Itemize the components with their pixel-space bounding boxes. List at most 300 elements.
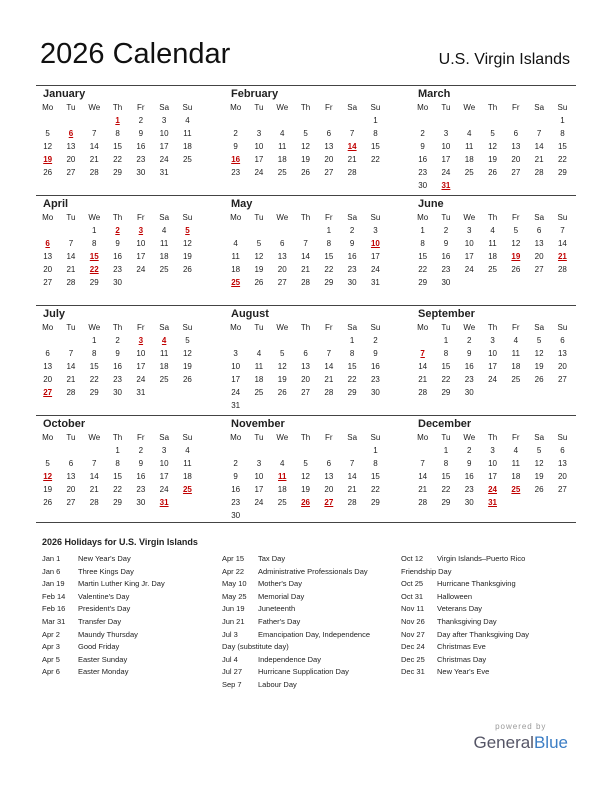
- holiday-name: Emancipation Day, Independence: [258, 629, 371, 639]
- day-cell: 27: [557, 485, 567, 494]
- holiday-date: May 25: [222, 591, 247, 601]
- day-cell: 28: [347, 498, 357, 507]
- weekday-header: Sa: [534, 323, 545, 332]
- weekday-header: Su: [182, 433, 193, 442]
- month-row-divider: [36, 415, 576, 416]
- weekday-header: Su: [182, 213, 193, 222]
- holiday-name: Day after Thanksgiving Day: [437, 629, 529, 639]
- empty-day-cell: [317, 114, 340, 127]
- day-cell: 20: [534, 252, 544, 261]
- holiday-date: Dec 24: [401, 642, 425, 652]
- day-cell: 2: [138, 446, 144, 455]
- day-cell: 9: [138, 459, 144, 468]
- weekday-header: Th: [112, 323, 123, 332]
- day-cell: 30: [347, 278, 357, 287]
- day-cell: 15: [370, 142, 380, 151]
- day-cell: 7: [303, 239, 308, 248]
- day-cell: 24: [159, 485, 169, 494]
- weekday-header: Mo: [230, 103, 242, 112]
- day-cell: 23: [418, 168, 428, 177]
- day-cell: 23: [113, 375, 122, 384]
- day-cell: 21: [66, 265, 76, 274]
- day-cell: 4: [467, 129, 472, 138]
- month-march: [411, 87, 575, 192]
- holiday-date: Apr 15: [222, 554, 245, 563]
- empty-day-cell: [317, 444, 340, 457]
- holiday-date: Jul 27: [222, 667, 243, 677]
- day-cell: 29: [113, 168, 122, 177]
- holiday-row: [401, 553, 581, 566]
- month-december: [411, 417, 575, 509]
- day-cell: 9: [443, 239, 449, 248]
- day-cell: 2: [467, 446, 472, 455]
- holiday-day-cell: 27: [324, 498, 334, 507]
- day-cell: 1: [326, 226, 332, 235]
- day-cell: 23: [231, 498, 241, 507]
- holiday-row: [222, 666, 402, 679]
- day-cell: 17: [231, 375, 241, 384]
- day-cell: 26: [488, 168, 497, 177]
- holiday-name: Good Friday: [78, 642, 120, 652]
- holiday-day-cell: 24: [488, 485, 497, 494]
- day-cell: 15: [441, 472, 451, 481]
- empty-day-cell: [247, 334, 270, 347]
- day-cell: 23: [464, 485, 474, 494]
- weekday-header: Mo: [417, 323, 429, 332]
- weekday-header: Tu: [66, 433, 76, 442]
- day-cell: 13: [66, 472, 76, 481]
- holiday-name: Tax Day: [258, 554, 286, 563]
- empty-day-cell: [527, 114, 550, 127]
- weekday-header: We: [276, 433, 289, 442]
- holiday-date: Jan 19: [42, 579, 65, 589]
- day-cell: 14: [534, 142, 544, 151]
- day-cell: 5: [45, 129, 50, 138]
- day-cell: 13: [43, 252, 53, 261]
- day-cell: 1: [373, 446, 378, 455]
- day-cell: 4: [256, 349, 262, 358]
- day-cell: 20: [277, 265, 287, 274]
- month-day-grid: [224, 431, 388, 522]
- day-cell: 17: [370, 252, 380, 261]
- day-cell: 5: [536, 446, 542, 455]
- weekday-header: Th: [487, 323, 498, 332]
- holiday-name: Easter Sunday: [78, 654, 128, 664]
- weekday-header: We: [88, 213, 101, 222]
- empty-day-cell: [458, 114, 481, 127]
- weekday-header: Fr: [325, 103, 333, 112]
- weekday-header: We: [463, 213, 476, 222]
- day-cell: 3: [256, 129, 262, 138]
- holiday-name: Martin Luther King Jr. Day: [78, 579, 165, 589]
- holiday-row: [401, 654, 581, 667]
- weekday-header: Th: [112, 213, 123, 222]
- holiday-name: Halloween: [437, 591, 473, 601]
- day-cell: 30: [370, 388, 380, 397]
- day-cell: 5: [513, 226, 519, 235]
- month-day-grid: [224, 321, 388, 412]
- day-cell: 15: [347, 362, 357, 371]
- day-cell: 8: [115, 459, 120, 468]
- weekday-header: We: [88, 323, 101, 332]
- weekday-header: Su: [557, 213, 568, 222]
- day-cell: 29: [347, 388, 357, 397]
- weekday-header: Mo: [230, 213, 242, 222]
- month-row-divider: [36, 305, 576, 306]
- day-cell: 18: [182, 142, 192, 151]
- day-cell: 14: [66, 362, 76, 371]
- holiday-day-cell: 14: [347, 142, 357, 151]
- month-name: November: [231, 418, 285, 430]
- holiday-day-cell: 6: [68, 129, 74, 138]
- holiday-name-continuation: Day (substitute day): [222, 642, 289, 652]
- empty-day-cell: [247, 224, 270, 237]
- empty-day-cell: [59, 444, 82, 457]
- weekday-header: Fr: [512, 103, 520, 112]
- holiday-date: Nov 26: [401, 616, 425, 626]
- day-cell: 12: [254, 252, 264, 261]
- month-november: [224, 417, 388, 522]
- holiday-row: [222, 654, 402, 667]
- day-cell: 18: [182, 472, 192, 481]
- day-cell: 9: [420, 142, 425, 151]
- day-cell: 11: [511, 459, 520, 468]
- day-cell: 19: [534, 472, 544, 481]
- month-april: [36, 197, 200, 289]
- day-cell: 16: [441, 252, 451, 261]
- day-cell: 8: [349, 349, 355, 358]
- holiday-row: [222, 603, 402, 616]
- holiday-date: Jan 6: [42, 566, 61, 576]
- empty-day-cell: [411, 334, 434, 347]
- day-cell: 16: [370, 362, 380, 371]
- holiday-day-cell: 5: [185, 226, 190, 235]
- day-cell: 20: [511, 155, 521, 164]
- holiday-day-cell: 16: [231, 155, 241, 164]
- day-cell: 30: [464, 388, 474, 397]
- day-cell: 18: [464, 155, 474, 164]
- day-cell: 4: [490, 226, 495, 235]
- day-cell: 14: [89, 142, 99, 151]
- holiday-column: [401, 553, 581, 679]
- empty-day-cell: [294, 224, 317, 237]
- day-cell: 16: [136, 472, 146, 481]
- day-cell: 12: [534, 459, 544, 468]
- day-cell: 22: [441, 375, 451, 384]
- weekday-header: Mo: [417, 213, 429, 222]
- holiday-day-cell: 1: [115, 116, 120, 125]
- day-cell: 28: [89, 168, 99, 177]
- day-cell: 15: [89, 362, 99, 371]
- day-cell: 14: [301, 252, 310, 261]
- day-cell: 10: [159, 129, 169, 138]
- holiday-row: [42, 654, 222, 667]
- day-cell: 20: [66, 155, 76, 164]
- day-cell: 1: [443, 446, 449, 455]
- holiday-date: Sep 7: [222, 679, 242, 689]
- holiday-name: Christmas Day: [437, 654, 487, 664]
- day-cell: 5: [303, 129, 308, 138]
- day-cell: 2: [349, 226, 355, 235]
- day-cell: 15: [324, 252, 334, 261]
- holiday-date: Jun 21: [222, 616, 245, 626]
- holiday-date: Apr 2: [42, 629, 60, 639]
- empty-day-cell: [271, 224, 294, 237]
- day-cell: 22: [89, 375, 99, 384]
- weekday-header: Fr: [137, 103, 145, 112]
- holiday-name: Veterans Day: [437, 604, 483, 614]
- holiday-day-cell: 4: [161, 336, 167, 345]
- holiday-date: Jul 4: [222, 654, 238, 664]
- day-cell: 16: [464, 472, 474, 481]
- holiday-day-cell: 7: [420, 349, 425, 358]
- weekday-header: Sa: [159, 323, 170, 332]
- day-cell: 6: [560, 336, 565, 345]
- holiday-date: Apr 22: [222, 566, 245, 576]
- day-cell: 23: [136, 485, 146, 494]
- weekday-header: Th: [300, 433, 311, 442]
- holiday-column: [222, 553, 402, 692]
- holiday-date: Dec 25: [401, 654, 425, 664]
- empty-day-cell: [59, 114, 82, 127]
- holiday-row: [42, 666, 222, 679]
- day-cell: 21: [347, 485, 357, 494]
- day-cell: 3: [467, 226, 472, 235]
- day-cell: 31: [136, 388, 146, 397]
- weekday-header: Su: [182, 323, 193, 332]
- day-cell: 27: [43, 278, 53, 287]
- day-cell: 19: [254, 265, 264, 274]
- month-day-grid: [224, 101, 388, 179]
- holiday-row: [401, 616, 581, 629]
- day-cell: 12: [534, 349, 544, 358]
- holiday-day-cell: 2: [115, 226, 120, 235]
- day-cell: 6: [326, 129, 332, 138]
- day-cell: 2: [233, 459, 238, 468]
- day-cell: 4: [233, 239, 238, 248]
- holiday-name: Valentine's Day: [78, 591, 130, 601]
- day-cell: 24: [159, 155, 169, 164]
- day-cell: 11: [183, 459, 192, 468]
- empty-day-cell: [247, 114, 270, 127]
- weekday-header: We: [88, 103, 101, 112]
- month-day-grid: [36, 431, 200, 509]
- weekday-header: Th: [300, 103, 311, 112]
- day-cell: 13: [277, 252, 287, 261]
- day-cell: 5: [490, 129, 495, 138]
- weekday-header: Mo: [42, 433, 54, 442]
- day-cell: 22: [370, 155, 380, 164]
- day-cell: 13: [511, 142, 521, 151]
- month-june: [411, 197, 575, 289]
- day-cell: 29: [89, 388, 99, 397]
- holiday-column: [42, 553, 222, 679]
- weekday-header: Su: [182, 103, 193, 112]
- day-cell: 30: [441, 278, 451, 287]
- day-cell: 26: [534, 375, 544, 384]
- month-may: [224, 197, 388, 289]
- weekday-header: Su: [557, 323, 568, 332]
- weekday-header: Fr: [325, 323, 333, 332]
- day-cell: 13: [557, 349, 567, 358]
- day-cell: 12: [182, 239, 192, 248]
- holiday-date: Apr 6: [42, 667, 60, 677]
- day-cell: 29: [557, 168, 567, 177]
- day-cell: 28: [301, 278, 310, 287]
- day-cell: 14: [89, 472, 99, 481]
- day-cell: 26: [43, 498, 53, 507]
- holiday-name: Father's Day: [258, 616, 301, 626]
- day-cell: 13: [324, 142, 334, 151]
- holiday-day-cell: 15: [89, 252, 99, 261]
- holiday-name: Christmas Eve: [437, 642, 486, 652]
- holiday-day-cell: 25: [231, 278, 241, 287]
- weekday-header: We: [276, 213, 289, 222]
- empty-day-cell: [411, 444, 434, 457]
- empty-day-cell: [224, 334, 247, 347]
- day-cell: 1: [420, 226, 425, 235]
- day-cell: 11: [159, 239, 169, 248]
- day-cell: 20: [66, 485, 76, 494]
- day-cell: 20: [557, 362, 567, 371]
- day-cell: 14: [557, 239, 567, 248]
- weekday-header: Th: [487, 213, 498, 222]
- day-cell: 9: [349, 239, 355, 248]
- day-cell: 28: [66, 388, 76, 397]
- day-cell: 9: [233, 472, 238, 481]
- day-cell: 12: [277, 362, 287, 371]
- day-cell: 19: [43, 485, 53, 494]
- day-cell: 2: [373, 336, 378, 345]
- day-cell: 11: [183, 129, 192, 138]
- empty-day-cell: [294, 114, 317, 127]
- day-cell: 18: [277, 485, 287, 494]
- brand-name: [473, 733, 568, 753]
- holiday-row: [222, 616, 402, 629]
- weekday-header: Sa: [534, 433, 545, 442]
- day-cell: 22: [324, 265, 334, 274]
- empty-day-cell: [83, 114, 106, 127]
- holiday-row: [42, 566, 222, 579]
- day-cell: 2: [420, 129, 425, 138]
- holiday-row: [42, 578, 222, 591]
- day-cell: 27: [301, 388, 310, 397]
- holiday-row: [401, 641, 581, 654]
- day-cell: 16: [464, 362, 474, 371]
- day-cell: 12: [43, 142, 53, 151]
- day-cell: 12: [488, 142, 497, 151]
- holiday-day-cell: 19: [43, 155, 53, 164]
- day-cell: 20: [324, 155, 334, 164]
- weekday-header: Mo: [42, 323, 54, 332]
- weekday-header: Mo: [417, 433, 429, 442]
- weekday-header: Mo: [42, 103, 54, 112]
- holiday-date: Nov 11: [401, 604, 425, 614]
- holiday-name: Juneteenth: [258, 604, 296, 614]
- holiday-row: [401, 629, 581, 642]
- day-cell: 16: [231, 485, 241, 494]
- holiday-name: New Year's Eve: [437, 667, 490, 677]
- month-name: September: [418, 308, 475, 320]
- holiday-row: [401, 603, 581, 616]
- day-cell: 7: [420, 459, 425, 468]
- day-cell: 7: [92, 459, 97, 468]
- holiday-date: Feb 16: [42, 604, 66, 614]
- holiday-name: Thanksgiving Day: [437, 616, 497, 626]
- weekday-header: Mo: [417, 103, 429, 112]
- holiday-row: [42, 616, 222, 629]
- day-cell: 7: [536, 129, 542, 138]
- day-cell: 2: [138, 116, 144, 125]
- weekday-header: Su: [370, 323, 381, 332]
- day-cell: 19: [277, 375, 287, 384]
- month-name: February: [231, 88, 279, 100]
- holiday-day-cell: 10: [370, 239, 380, 248]
- day-cell: 12: [301, 472, 310, 481]
- day-cell: 10: [159, 459, 169, 468]
- day-cell: 8: [115, 129, 120, 138]
- day-cell: 18: [488, 252, 497, 261]
- holiday-row: [222, 578, 402, 591]
- day-cell: 6: [303, 349, 308, 358]
- holiday-date: Oct 31: [401, 591, 424, 601]
- holiday-row: [222, 629, 402, 642]
- day-cell: 17: [488, 472, 497, 481]
- day-cell: 21: [418, 375, 428, 384]
- day-cell: 7: [68, 239, 74, 248]
- day-cell: 22: [113, 155, 122, 164]
- day-cell: 28: [347, 168, 357, 177]
- holiday-date: Oct 12: [401, 554, 424, 563]
- brand-logo[interactable]: [473, 722, 568, 753]
- holiday-row: [42, 641, 222, 654]
- holiday-name: Mother's Day: [258, 579, 302, 589]
- day-cell: 5: [45, 459, 50, 468]
- day-cell: 24: [488, 375, 497, 384]
- month-name: January: [43, 88, 86, 100]
- weekday-header: Th: [112, 433, 123, 442]
- weekday-header: Tu: [66, 323, 76, 332]
- day-cell: 20: [324, 485, 334, 494]
- weekday-header: Mo: [230, 433, 242, 442]
- day-cell: 11: [254, 362, 264, 371]
- holiday-day-cell: 21: [557, 252, 567, 261]
- day-cell: 16: [136, 142, 146, 151]
- holiday-name: Hurricane Supplication Day: [258, 667, 349, 677]
- month-row-divider: [36, 85, 576, 86]
- holiday-row: [42, 603, 222, 616]
- day-cell: 2: [115, 336, 120, 345]
- day-cell: 2: [233, 129, 238, 138]
- holiday-name: Three Kings Day: [78, 566, 134, 576]
- day-cell: 30: [136, 168, 146, 177]
- day-cell: 27: [534, 265, 544, 274]
- day-cell: 1: [443, 336, 449, 345]
- empty-day-cell: [411, 114, 434, 127]
- day-cell: 24: [136, 265, 146, 274]
- weekday-header: We: [276, 323, 289, 332]
- holiday-row: [222, 553, 402, 566]
- day-cell: 9: [115, 239, 120, 248]
- holiday-date: Jun 19: [222, 604, 245, 614]
- day-cell: 16: [113, 252, 122, 261]
- day-cell: 5: [185, 336, 190, 345]
- holiday-row: [401, 578, 581, 591]
- day-cell: 4: [280, 459, 285, 468]
- holiday-day-cell: 3: [138, 226, 144, 235]
- month-name: July: [43, 308, 66, 320]
- weekday-header: Fr: [512, 213, 520, 222]
